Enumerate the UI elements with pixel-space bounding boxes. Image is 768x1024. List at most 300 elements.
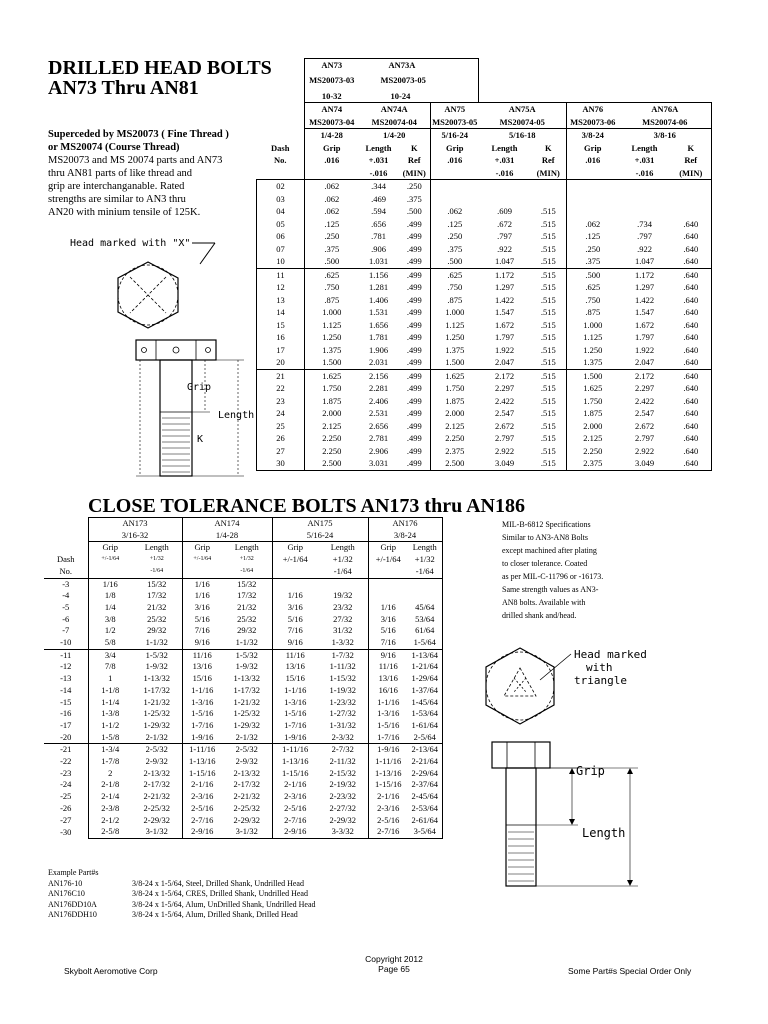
an175-thread: 5/16-24 xyxy=(272,530,368,542)
value-cell: 1.781 xyxy=(368,332,389,342)
value-cell: 3/16 xyxy=(272,602,318,614)
value-cell: 1-15/16 xyxy=(272,768,318,780)
table1-row xyxy=(257,407,712,420)
len-tol2-c: -1/64 xyxy=(333,565,352,576)
length-label-2: Length xyxy=(491,142,518,153)
description-line-3: strengths are similar to AN3 thru xyxy=(48,194,186,205)
value-cell: 2-1/16 xyxy=(368,791,408,803)
value-cell: 2.672 xyxy=(494,420,515,431)
value-cell: 17/32 xyxy=(237,590,257,601)
example-row xyxy=(48,889,316,900)
value-cell: 2-7/16 xyxy=(368,826,408,838)
value-cell: 7/8 xyxy=(88,661,132,673)
dash-cell: 02 xyxy=(257,180,305,193)
dash-cell: -20 xyxy=(60,731,72,742)
table1-row xyxy=(257,193,712,206)
grip-tol-2: .016 xyxy=(431,154,479,167)
dash-cell: -14 xyxy=(60,684,72,695)
value-cell: .062 xyxy=(567,218,619,231)
len-tol2-a: -1/64 xyxy=(150,567,164,574)
grip-label-c: Grip xyxy=(272,542,318,554)
grip-label-3: Grip xyxy=(567,142,619,155)
value-cell: 1.422 xyxy=(634,294,655,305)
dash-cell: -10 xyxy=(60,637,72,648)
value-cell: .515 xyxy=(540,357,556,367)
value-cell: .499 xyxy=(406,332,422,342)
value-cell: .500 xyxy=(431,255,479,268)
value-cell: 1-37/64 xyxy=(408,685,442,697)
value-cell: .250 xyxy=(305,230,359,243)
value-cell: 7/16 xyxy=(272,625,318,637)
value-cell: 1.500 xyxy=(567,369,619,382)
value-cell: 3.049 xyxy=(619,457,671,470)
value-cell: 15/16 xyxy=(182,673,222,685)
min-label-1: (MIN) xyxy=(402,167,426,178)
value-cell: 9/16 xyxy=(368,649,408,661)
description-line-0: MS20073 and MS 20074 parts and AN73 xyxy=(48,155,223,166)
an176-label: AN176 xyxy=(368,518,442,530)
value-cell: 2-29/32 xyxy=(143,814,170,825)
value-cell: 2.547 xyxy=(494,408,515,418)
value-cell: 1.375 xyxy=(567,356,619,369)
value-cell: .499 xyxy=(406,282,422,292)
value-cell: 1 xyxy=(88,673,132,685)
table2-row xyxy=(44,791,442,803)
value-cell xyxy=(619,193,671,206)
value-cell: 21/32 xyxy=(147,601,167,612)
value-cell: 1-29/64 xyxy=(408,673,442,685)
value-cell: .499 xyxy=(399,268,431,281)
value-cell: 11/16 xyxy=(182,649,222,661)
supersede-line2: or MS20074 (Course Thread) xyxy=(48,142,180,153)
value-cell: 1.672 xyxy=(494,319,515,330)
dash-cell: -3 xyxy=(44,578,88,590)
dash-cell: 07 xyxy=(257,243,305,256)
footer-copyright: Copyright 2012 xyxy=(365,954,423,964)
value-cell: 2.922 xyxy=(494,445,515,456)
value-cell: .515 xyxy=(540,445,556,456)
value-cell: 1-1/8 xyxy=(88,685,132,697)
value-cell: 1-1/2 xyxy=(88,720,132,732)
value-cell: .640 xyxy=(671,319,712,332)
dash-cell: -26 xyxy=(60,802,72,813)
value-cell: 1-25/32 xyxy=(233,708,260,719)
value-cell: .125 xyxy=(431,218,479,231)
footer-left: Skybolt Aeromotive Corp xyxy=(64,966,158,976)
dash-cell: -7 xyxy=(62,625,70,636)
value-cell: 2-21/64 xyxy=(408,756,442,768)
value-cell: 9/16 xyxy=(182,637,222,649)
value-cell: 1-17/32 xyxy=(233,684,260,695)
value-cell: 2-25/32 xyxy=(143,802,170,813)
value-cell: .344 xyxy=(359,180,399,193)
an76a-thread: 3/8-16 xyxy=(619,129,712,142)
an173-thread: 3/16-32 xyxy=(88,530,182,542)
value-cell: 1.375 xyxy=(305,344,359,357)
value-cell xyxy=(318,578,368,590)
value-cell: 1-5/16 xyxy=(368,720,408,732)
mil-spec-line-2: except machined after plating xyxy=(502,546,597,555)
value-cell: 2-27/32 xyxy=(329,802,356,813)
dash-cell: 23 xyxy=(257,395,305,408)
value-cell: .640 xyxy=(671,294,712,307)
value-cell xyxy=(368,578,408,590)
value-cell: .640 xyxy=(671,281,712,294)
value-cell: 1/16 xyxy=(182,590,222,602)
value-cell: 1-3/16 xyxy=(368,708,408,720)
value-cell: 1/4 xyxy=(88,602,132,614)
value-cell: .499 xyxy=(406,395,422,406)
an76-label: AN76 xyxy=(567,103,619,116)
dash-cell: 10 xyxy=(257,255,305,268)
value-cell: .499 xyxy=(406,344,422,355)
value-cell: .640 xyxy=(671,445,712,458)
value-cell: 2.125 xyxy=(431,420,479,433)
value-cell xyxy=(479,193,531,206)
mil-spec-line-5: Same strength values as AN3- xyxy=(502,585,599,594)
value-cell: 19/32 xyxy=(333,590,353,601)
an76a-label: AN76A xyxy=(619,103,712,116)
value-cell: 1-7/16 xyxy=(368,732,408,744)
example-desc: 3/8-24 x 1-5/64, Alum, UnDrilled Shank, Undrilled Head xyxy=(132,899,316,909)
table1-row xyxy=(257,382,712,395)
value-cell: 2.297 xyxy=(634,383,655,393)
value-cell: 2-7/16 xyxy=(182,815,222,827)
dash-cell: -11 xyxy=(44,649,88,661)
value-cell: 2.422 xyxy=(634,395,655,406)
value-cell: 1.625 xyxy=(567,382,619,395)
value-cell: .250 xyxy=(431,230,479,243)
table1-row xyxy=(257,356,712,369)
dash-cell: -17 xyxy=(60,719,72,730)
table2-row xyxy=(44,697,442,709)
value-cell: 1-13/16 xyxy=(368,768,408,780)
diagram2-length-label: Length xyxy=(582,826,626,840)
value-cell: 61/64 xyxy=(408,625,442,637)
dash-cell: 14 xyxy=(257,306,305,319)
table1-row xyxy=(257,255,712,268)
len-tol1-d: +1/32 xyxy=(408,554,442,566)
value-cell xyxy=(431,180,479,193)
value-cell: 2-19/32 xyxy=(329,779,356,790)
value-cell: 2-5/8 xyxy=(88,826,132,838)
value-cell: 1.625 xyxy=(305,369,359,382)
dash-cell: -16 xyxy=(60,708,72,719)
value-cell: .640 xyxy=(671,331,712,344)
value-cell: .499 xyxy=(406,408,422,418)
dash-cell: -30 xyxy=(60,826,72,837)
value-cell: .515 xyxy=(540,231,556,241)
value-cell: .875 xyxy=(567,306,619,319)
value-cell: 2-13/32 xyxy=(143,767,170,778)
value-cell: .875 xyxy=(305,294,359,307)
mil-spec-line-3: to closer tolerance. Coated xyxy=(502,559,588,568)
table1-row xyxy=(257,268,712,281)
value-cell: 2.531 xyxy=(368,408,389,418)
diagram2-head-label-2: with xyxy=(586,661,613,674)
value-cell: 1-45/64 xyxy=(408,697,442,709)
dash-cell: 11 xyxy=(257,268,305,281)
table2-row xyxy=(44,779,442,791)
grip-tol-3: .016 xyxy=(567,154,619,167)
dash-cell: 13 xyxy=(257,294,305,307)
length-tol1-3: +.031 xyxy=(634,155,655,165)
table1-row xyxy=(257,445,712,458)
table1-row xyxy=(257,243,712,256)
grip-label-2: Grip xyxy=(431,142,479,155)
value-cell: 3.049 xyxy=(479,457,531,470)
k-label-3: K xyxy=(671,142,712,155)
example-part: AN176DD10A xyxy=(48,899,97,909)
value-cell: 2.250 xyxy=(305,445,359,458)
example-row xyxy=(48,900,316,911)
value-cell: 2-5/32 xyxy=(132,744,182,756)
value-cell: 1/16 xyxy=(88,578,132,590)
value-cell: 2-5/64 xyxy=(408,732,442,744)
value-cell: 1-5/16 xyxy=(272,708,318,720)
dash-cell: 17 xyxy=(257,344,305,357)
table2-row xyxy=(44,590,442,602)
value-cell: .640 xyxy=(671,382,712,395)
example-desc: 3/8-24 x 1-5/64, Alum, Drilled Shank, Drilled Head xyxy=(132,910,298,919)
value-cell: 2-61/64 xyxy=(408,815,442,827)
value-cell: .625 xyxy=(431,268,479,281)
table1-row xyxy=(257,281,712,294)
value-cell: 1/2 xyxy=(88,625,132,637)
value-cell: 1-7/8 xyxy=(88,756,132,768)
value-cell: .640 xyxy=(671,369,712,382)
value-cell: .499 xyxy=(406,243,422,254)
value-cell xyxy=(272,578,318,590)
value-cell: 1-7/16 xyxy=(272,720,318,732)
value-cell: .515 xyxy=(540,319,556,330)
value-cell: 2.031 xyxy=(368,357,389,367)
value-cell: .515 xyxy=(531,457,567,470)
ref-label-1: Ref xyxy=(407,155,421,165)
grip-label-a: Grip xyxy=(88,542,132,554)
length-label-d: Length xyxy=(408,542,442,554)
value-cell: 2-17/32 xyxy=(233,779,260,790)
value-cell: 1.547 xyxy=(634,307,655,317)
value-cell: .875 xyxy=(431,294,479,307)
value-cell: 3-1/32 xyxy=(222,826,272,838)
an74-thread: 1/4-28 xyxy=(305,129,359,142)
value-cell: .500 xyxy=(567,268,619,281)
dash-cell: -21 xyxy=(44,744,88,756)
value-cell: .500 xyxy=(305,255,359,268)
description-line-1: thru AN81 parts of like thread and xyxy=(48,168,193,179)
an176-thread: 3/8-24 xyxy=(368,530,442,542)
value-cell: 1-15/32 xyxy=(329,673,356,684)
value-cell: 1-19/32 xyxy=(329,684,356,695)
value-cell: 1-23/32 xyxy=(329,696,356,707)
dash-cell: -22 xyxy=(60,756,72,767)
value-cell: 2-11/32 xyxy=(329,756,356,767)
value-cell: 1-25/32 xyxy=(143,708,170,719)
table2-row xyxy=(44,685,442,697)
table2-row xyxy=(44,815,442,827)
k-label-2: K xyxy=(544,142,552,153)
value-cell: 1-31/32 xyxy=(329,719,356,730)
value-cell xyxy=(619,180,671,193)
value-cell: 5/16 xyxy=(182,614,222,626)
an73-ms: MS20073-03 xyxy=(305,72,359,90)
value-cell: 1.281 xyxy=(368,282,389,292)
value-cell: 2-3/16 xyxy=(368,803,408,815)
value-cell: 2.406 xyxy=(368,395,389,406)
value-cell: 3-3/32 xyxy=(318,826,368,838)
value-cell: 1.250 xyxy=(567,344,619,357)
example-label: Example Part#s xyxy=(48,868,99,877)
value-cell: 2.172 xyxy=(479,369,531,382)
value-cell: 2.000 xyxy=(305,407,359,420)
dash-cell: 27 xyxy=(257,445,305,458)
value-cell: .640 xyxy=(671,395,712,408)
ref-label-2: Ref xyxy=(541,155,555,165)
value-cell: .515 xyxy=(540,408,556,418)
len-tol1-c: +1/32 xyxy=(332,554,353,565)
an74a-thread: 1/4-20 xyxy=(359,129,431,142)
example-part: AN176C10 xyxy=(48,889,85,898)
value-cell: 1.531 xyxy=(368,307,389,317)
value-cell: 1.250 xyxy=(431,331,479,344)
value-cell: 1.125 xyxy=(567,331,619,344)
value-cell: 2.422 xyxy=(494,395,515,406)
dash-cell: 06 xyxy=(257,230,305,243)
value-cell: .515 xyxy=(531,369,567,382)
value-cell: .594 xyxy=(371,206,386,216)
table2-row xyxy=(44,756,442,768)
value-cell: 1-9/16 xyxy=(272,732,318,744)
an73a-label: AN73A xyxy=(359,59,479,72)
an76a-ms: MS20074-06 xyxy=(619,116,712,129)
value-cell: 1-21/32 xyxy=(233,696,260,707)
drilled-head-bolts-table xyxy=(256,58,712,471)
length-label-a: Length xyxy=(132,542,182,554)
value-cell: 1.172 xyxy=(479,268,531,281)
value-cell xyxy=(531,193,567,206)
len-tol1-b: +1/32 xyxy=(239,556,254,563)
k-label-1: K xyxy=(410,142,418,153)
value-cell: 3-5/64 xyxy=(408,826,442,838)
table2-row xyxy=(44,661,442,673)
an74a-ms: MS20074-04 xyxy=(371,116,417,127)
an75a-ms: MS20074-05 xyxy=(499,116,545,127)
value-cell: .906 xyxy=(371,243,386,254)
dash-cell: 24 xyxy=(257,407,305,420)
value-cell: .499 xyxy=(406,433,422,443)
value-cell: 2-29/64 xyxy=(408,768,442,780)
an74-label: AN74 xyxy=(305,103,359,116)
length-label-c: Length xyxy=(318,542,368,554)
diagram2-head-label-1: Head marked xyxy=(574,648,647,661)
an173-label: AN173 xyxy=(88,518,182,530)
table1-row xyxy=(257,180,712,193)
value-cell: 1.000 xyxy=(305,306,359,319)
value-cell: 2.281 xyxy=(368,383,389,393)
value-cell: 3.031 xyxy=(359,457,399,470)
footer-right: Some Part#s Special Order Only xyxy=(568,966,692,976)
value-cell: 1.672 xyxy=(634,319,655,330)
value-cell: .250 xyxy=(399,180,431,193)
value-cell: 11/16 xyxy=(368,661,408,673)
value-cell: 13/16 xyxy=(272,661,318,673)
dash-cell: 12 xyxy=(257,281,305,294)
value-cell: 1-11/16 xyxy=(272,744,318,756)
value-cell: .640 xyxy=(671,230,712,243)
value-cell: .375 xyxy=(406,193,422,204)
value-cell: 13/16 xyxy=(368,673,408,685)
dash-cell: 21 xyxy=(257,369,305,382)
value-cell: .922 xyxy=(497,243,512,254)
value-cell: 3/16 xyxy=(368,614,408,626)
value-cell: .640 xyxy=(671,268,712,281)
table1-body xyxy=(257,180,712,471)
footer-center xyxy=(354,954,434,974)
value-cell: 2 xyxy=(88,768,132,780)
value-cell: .515 xyxy=(540,395,556,406)
dash-cell: -5 xyxy=(62,601,70,612)
table2-row xyxy=(44,614,442,626)
value-cell: 1-5/32 xyxy=(132,649,182,661)
value-cell: 1-5/8 xyxy=(88,732,132,744)
value-cell: 1-3/16 xyxy=(182,697,222,709)
value-cell: 16/16 xyxy=(368,685,408,697)
value-cell: 2-1/32 xyxy=(235,731,258,742)
example-parts xyxy=(48,868,316,921)
value-cell: 15/16 xyxy=(272,673,318,685)
value-cell: 1-15/16 xyxy=(368,779,408,791)
value-cell: .750 xyxy=(567,294,619,307)
value-cell: .062 xyxy=(305,205,359,218)
an75-ms: MS20073-05 xyxy=(432,116,478,127)
value-cell: 1-29/32 xyxy=(143,719,170,730)
value-cell: 2-3/32 xyxy=(331,731,354,742)
dash-cell: 20 xyxy=(257,356,305,369)
value-cell: 1.500 xyxy=(305,356,359,369)
value-cell: .499 xyxy=(406,445,422,456)
section1-intro xyxy=(48,128,288,219)
an75a-thread: 5/16-18 xyxy=(479,129,567,142)
an73a-thread: 10-24 xyxy=(390,90,411,101)
value-cell xyxy=(408,578,442,590)
value-cell: 2.906 xyxy=(368,445,389,456)
value-cell: 2-21/32 xyxy=(143,791,170,802)
value-cell: 2-7/16 xyxy=(272,815,318,827)
value-cell: 1-5/32 xyxy=(222,649,272,661)
grip-label-b: Grip xyxy=(182,542,222,554)
dash-cell: -15 xyxy=(60,696,72,707)
value-cell: 1.125 xyxy=(431,319,479,332)
table1-row xyxy=(257,205,712,218)
value-cell xyxy=(431,193,479,206)
value-cell: 1-53/64 xyxy=(408,708,442,720)
table2-row xyxy=(44,649,442,661)
description-line-4: AN20 with minium tensile of 125K. xyxy=(48,207,201,218)
value-cell: 11/16 xyxy=(272,649,318,661)
min-label-2: (MIN) xyxy=(536,167,560,178)
value-cell: 2.000 xyxy=(567,420,619,433)
value-cell: 2-53/64 xyxy=(408,803,442,815)
ref-label-3: Ref xyxy=(671,154,712,167)
value-cell xyxy=(619,205,671,218)
value-cell: 1/16 xyxy=(368,602,408,614)
an74a-label: AN74A xyxy=(359,103,431,116)
an175-label: AN175 xyxy=(272,518,368,530)
value-cell xyxy=(567,180,619,193)
value-cell: 1-29/32 xyxy=(233,719,260,730)
value-cell: 2.656 xyxy=(368,420,389,431)
